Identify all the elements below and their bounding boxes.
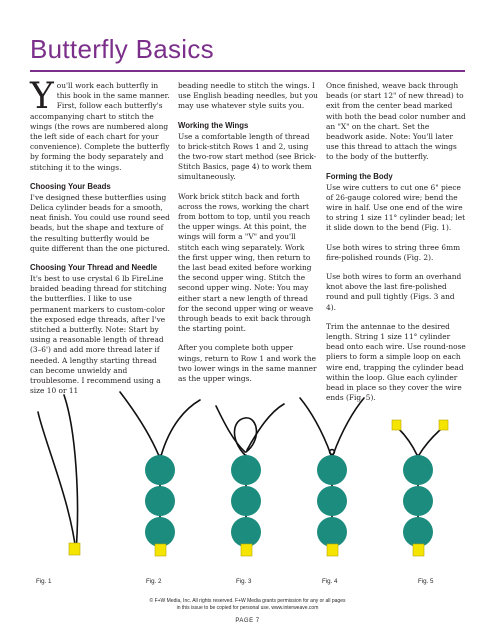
fig5-bead-2	[403, 486, 433, 516]
fig4-cylinder-bead	[327, 544, 338, 556]
fig1-wire	[38, 412, 76, 552]
fig4-bead-2	[317, 486, 347, 516]
fig3-cylinder-bead	[241, 544, 252, 556]
page-number: PAGE 7	[235, 618, 260, 624]
fig5-cylinder-bead	[413, 544, 424, 556]
figure-4	[300, 398, 364, 556]
figure-5	[392, 420, 448, 556]
footer-copyright: © F+W Media, Inc. All rights reserved. F+W Media grants permission for any or all pages	[149, 598, 346, 604]
paragraph-body-4: Trim the antennae to the desired length. String 1 size 11° cylinder bead onto each wire. Use round-nose pliers to form a simple loop on each wire end, trapping the cylinder bead within the loop. Glue each cylinder bead in place so they cover the wire ends (Fig. 5).	[326, 321, 466, 403]
fig1-cylinder-bead	[69, 543, 80, 555]
fig-label-5: Fig. 5	[418, 578, 434, 585]
fig2-bead-1	[145, 455, 175, 485]
drop-cap: Y	[30, 76, 54, 117]
paragraph-beads: I've designed these butterflies using Delica cylinder beads for a smooth, neat finish. You could use round seed beads, but the shape and texture of the resulting butterfly would be quite different than the one pictured.	[30, 192, 170, 253]
paragraph-wings-3: After you complete both upper wings, return to Row 1 and work the two lower wings in the same manner as the upper wings.	[178, 343, 317, 384]
title-rule	[30, 70, 465, 72]
fig-label-3: Fig. 3	[236, 578, 252, 585]
heading-forming-body: Forming the Body	[326, 171, 393, 181]
fig2-cylinder-bead	[155, 544, 166, 556]
paragraph-body-3: Use both wires to form an overhand knot above the last fire-polished round and pull tightly (Figs. 3 and 4).	[326, 272, 462, 312]
column-2	[178, 81, 318, 393]
fig4-knot	[330, 450, 335, 455]
fig-label-4: Fig. 4	[322, 578, 338, 585]
fig5-wire-right	[419, 428, 442, 455]
fig5-antenna-bead-left	[392, 420, 401, 430]
fig3-bead-2	[231, 486, 261, 516]
page-title: Butterfly Basics	[30, 34, 214, 64]
paragraph-wings-2: Work brick stitch back and forth across the rows, working the chart from bottom to top, until you reach the upper wings. At this point, the wings will form a "V" and you'll stitch each wing separately. Work the first upper wing, then return to the last bead exited before working the second upper wing. Stitch the second upper wing. Note: You may either start a new length of thread for the second upper wing or weave through beads to exit back through the starting point.	[178, 191, 314, 334]
fig3-wire-left	[216, 406, 245, 452]
paragraph-body-2: Use both wires to string three 6mm fire-polished rounds (Fig. 2).	[326, 242, 461, 262]
fig4-bead-1	[317, 455, 347, 485]
fig3-bead-3	[231, 517, 261, 547]
paragraph-body-1: Use wire cutters to cut one 6" piece of 26-gauge colored wire; bend the wire in half. Use one end of the wire to string 1 size 11° cylinder bead; let it slide down to the bend (Fig. 1).	[326, 182, 466, 233]
fig5-bead-1	[403, 455, 433, 485]
fig2-wire-2	[161, 400, 200, 456]
fig-label-1: Fig. 1	[36, 578, 52, 585]
fig5-wire-left	[398, 428, 417, 455]
paragraph-needle-cont: beading needle to stitch the wings. I use English beading needles, but you may use whatever style suits you.	[178, 81, 318, 111]
fig1-wire-2	[64, 395, 78, 552]
fig-label-2: Fig. 2	[146, 578, 162, 585]
paragraph-thread: It's best to use crystal 6 lb FireLine braided beading thread for stitching the butterflies. I like to use permanent markers to custom-color the exposed edge threads, after I've stitched a butterfly. Note: Start by using a reasonable length of thread (3–6') and add more thread later if needed. A lengthy starting thread can become unwieldy and troublesome. I recommend using a size 10 or 11	[30, 274, 167, 396]
heading-thread-needle: Choosing Your Thread and Needle	[30, 263, 158, 273]
paragraph-once-finished: Once finished, weave back through beads (or start 12" of new thread) to exit from the center bead marked with both the bead color number and an "X" on the chart. Set the beadwork aside. Note: You'll later use this thread to attach the wings to the body of the butterfly.	[326, 81, 466, 162]
fig2-bead-3	[145, 517, 175, 547]
heading-working-wings: Working the Wings	[178, 120, 249, 130]
fig5-antenna-bead-right	[439, 420, 448, 430]
figure-1	[38, 395, 80, 555]
fig3-bead-1	[231, 455, 261, 485]
footer-copyright-2: in this issue to be copied for personal use. www.interweave.com	[176, 605, 319, 611]
fig3-wire-right	[247, 404, 284, 450]
fig2-bead-2	[145, 486, 175, 516]
intro-paragraph: You'll work each butterfly in this book in the same manner. First, follow each butterfly's accompanying chart to stitch the wings (the rows are numbered along the left side of each chart for your convenience). Complete the butterfly by forming the body separately and stitching it to the wings.	[30, 76, 170, 172]
column-1	[30, 76, 170, 405]
fig3-wire-loop	[234, 418, 256, 455]
figure-3	[216, 404, 284, 556]
paragraph-wings-1: Use a comfortable length of thread to brick-stitch Rows 1 and 2, using the two-row start method (see Brick-Stitch Basics, page 4) to work them simultaneously.	[178, 131, 317, 182]
fig5-bead-3	[403, 517, 433, 547]
figure-2	[120, 392, 200, 556]
column-3	[326, 81, 466, 412]
fig4-bead-3	[317, 517, 347, 547]
heading-choosing-beads: Choosing Your Beads	[30, 181, 111, 191]
